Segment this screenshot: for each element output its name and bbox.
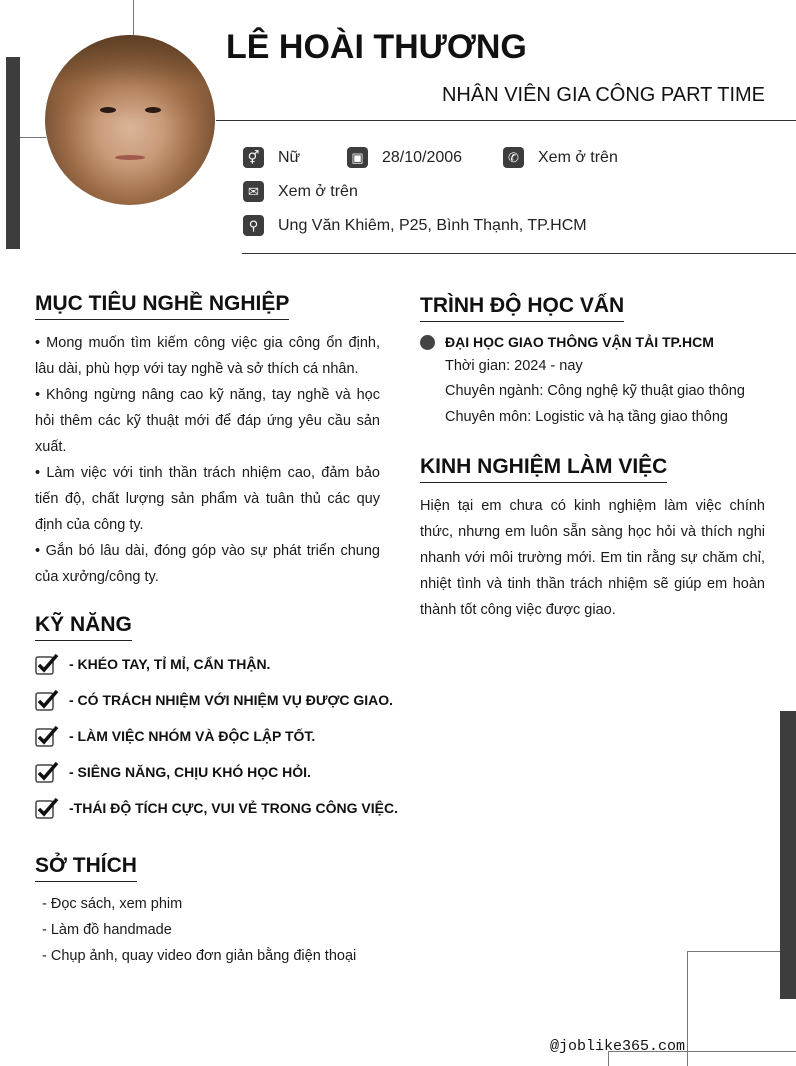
bullet-dot-icon bbox=[420, 335, 435, 350]
skill-label: -THÁI ĐỘ TÍCH CỰC, VUI VẺ TRONG CÔNG VIỆC. bbox=[69, 800, 398, 816]
hobby-item: - Làm đồ handmade bbox=[42, 922, 172, 938]
objective-text bbox=[35, 330, 380, 590]
skill-label: - LÀM VIỆC NHÓM VÀ ĐỘC LẬP TỐT. bbox=[69, 728, 316, 744]
gender-icon: ⚥ bbox=[243, 147, 264, 168]
calendar-icon: ▣ bbox=[347, 147, 368, 168]
hobbies-title: SỞ THÍCH bbox=[35, 854, 137, 882]
watermark: @joblike365.com bbox=[550, 1038, 686, 1055]
corner-line-top bbox=[687, 951, 780, 952]
school-name: ĐẠI HỌC GIAO THÔNG VẬN TẢI TP.HCM bbox=[445, 334, 714, 350]
skill-label: - KHÉO TAY, TỈ MỈ, CẨN THẬN. bbox=[69, 656, 271, 672]
skill-item bbox=[35, 724, 315, 748]
left-accent-bar bbox=[6, 57, 20, 249]
avatar bbox=[45, 35, 215, 205]
contact-phone bbox=[503, 147, 618, 168]
email-value: Xem ở trên bbox=[278, 182, 358, 200]
education-title: TRÌNH ĐỘ HỌC VẤN bbox=[420, 294, 624, 322]
checkbox-icon bbox=[35, 796, 59, 820]
left-connector-line bbox=[20, 137, 46, 138]
education-time: Thời gian: 2024 - nay bbox=[445, 358, 583, 374]
objective-item: • Không ngừng nâng cao kỹ năng, tay nghề và học hỏi thêm các kỹ thuật mới để đáp ứng yêu cầu sản xuất. bbox=[35, 387, 380, 455]
contact-divider bbox=[242, 253, 796, 254]
objective-item: • Mong muốn tìm kiếm công việc gia công ổn định, lâu dài, phù hợp với tay nghề và sở thích cá nhân. bbox=[35, 335, 380, 377]
checkbox-icon bbox=[35, 724, 59, 748]
gender-value: Nữ bbox=[278, 148, 301, 166]
checkbox-icon bbox=[35, 652, 59, 676]
skills-title: KỸ NĂNG bbox=[35, 613, 132, 641]
hobby-item: - Đọc sách, xem phim bbox=[42, 896, 183, 912]
email-icon: ✉ bbox=[243, 181, 264, 202]
header-divider bbox=[216, 120, 796, 121]
skill-label: - CÓ TRÁCH NHIỆM VỚI NHIỆM VỤ ĐƯỢC GIAO. bbox=[69, 692, 394, 708]
education-specialty: Chuyên môn: Logistic và hạ tầng giao thông bbox=[445, 409, 728, 425]
objective-item: • Làm việc với tinh thần trách nhiệm cao, đảm bảo tiến độ, chất lượng sản phẩm và tuân thủ các quy định của công ty. bbox=[35, 465, 380, 533]
contact-address bbox=[243, 215, 587, 236]
skill-item bbox=[35, 760, 311, 784]
job-title: NHÂN VIÊN GIA CÔNG PART TIME bbox=[441, 84, 765, 106]
skill-item bbox=[35, 652, 270, 676]
objective-title: MỤC TIÊU NGHỀ NGHIỆP bbox=[35, 292, 289, 320]
location-icon: ⚲ bbox=[243, 215, 264, 236]
education-major: Chuyên ngành: Công nghệ kỹ thuật giao thông bbox=[445, 383, 745, 399]
contact-email bbox=[243, 181, 358, 202]
experience-text: Hiện tại em chưa có kinh nghiệm làm việc chính thức, nhưng em luôn sẵn sàng học hỏi và thích nghi nhanh với môi trường mới. Em tin rằng sự chăm chỉ, nhiệt tình và tinh thần trách nhiệm sẽ giúp em hoàn thành tốt công việc được giao. bbox=[420, 498, 765, 618]
checkbox-icon bbox=[35, 760, 59, 784]
skill-item bbox=[35, 796, 398, 820]
top-connector-line bbox=[133, 0, 134, 36]
address-value: Ung Văn Khiêm, P25, Bình Thạnh, TP.HCM bbox=[278, 216, 587, 234]
contact-gender bbox=[243, 147, 300, 168]
objective-item: • Gắn bó lâu dài, đóng góp vào sự phát triển chung của xưởng/công ty. bbox=[35, 543, 380, 585]
right-accent-bar bbox=[780, 711, 796, 999]
phone-value: Xem ở trên bbox=[538, 148, 618, 166]
experience-title: KINH NGHIỆM LÀM VIỆC bbox=[420, 455, 667, 483]
skill-item bbox=[35, 688, 393, 712]
contact-birthday bbox=[347, 147, 462, 168]
candidate-name: LÊ HOÀI THƯƠNG bbox=[226, 28, 527, 66]
phone-icon: ✆ bbox=[503, 147, 524, 168]
hobby-item: - Chụp ảnh, quay video đơn giản bằng điện thoại bbox=[42, 948, 357, 964]
birthday-value: 28/10/2006 bbox=[382, 148, 463, 166]
corner-line-left bbox=[687, 951, 688, 1066]
checkbox-icon bbox=[35, 688, 59, 712]
skill-label: - SIÊNG NĂNG, CHỊU KHÓ HỌC HỎI. bbox=[69, 764, 311, 780]
